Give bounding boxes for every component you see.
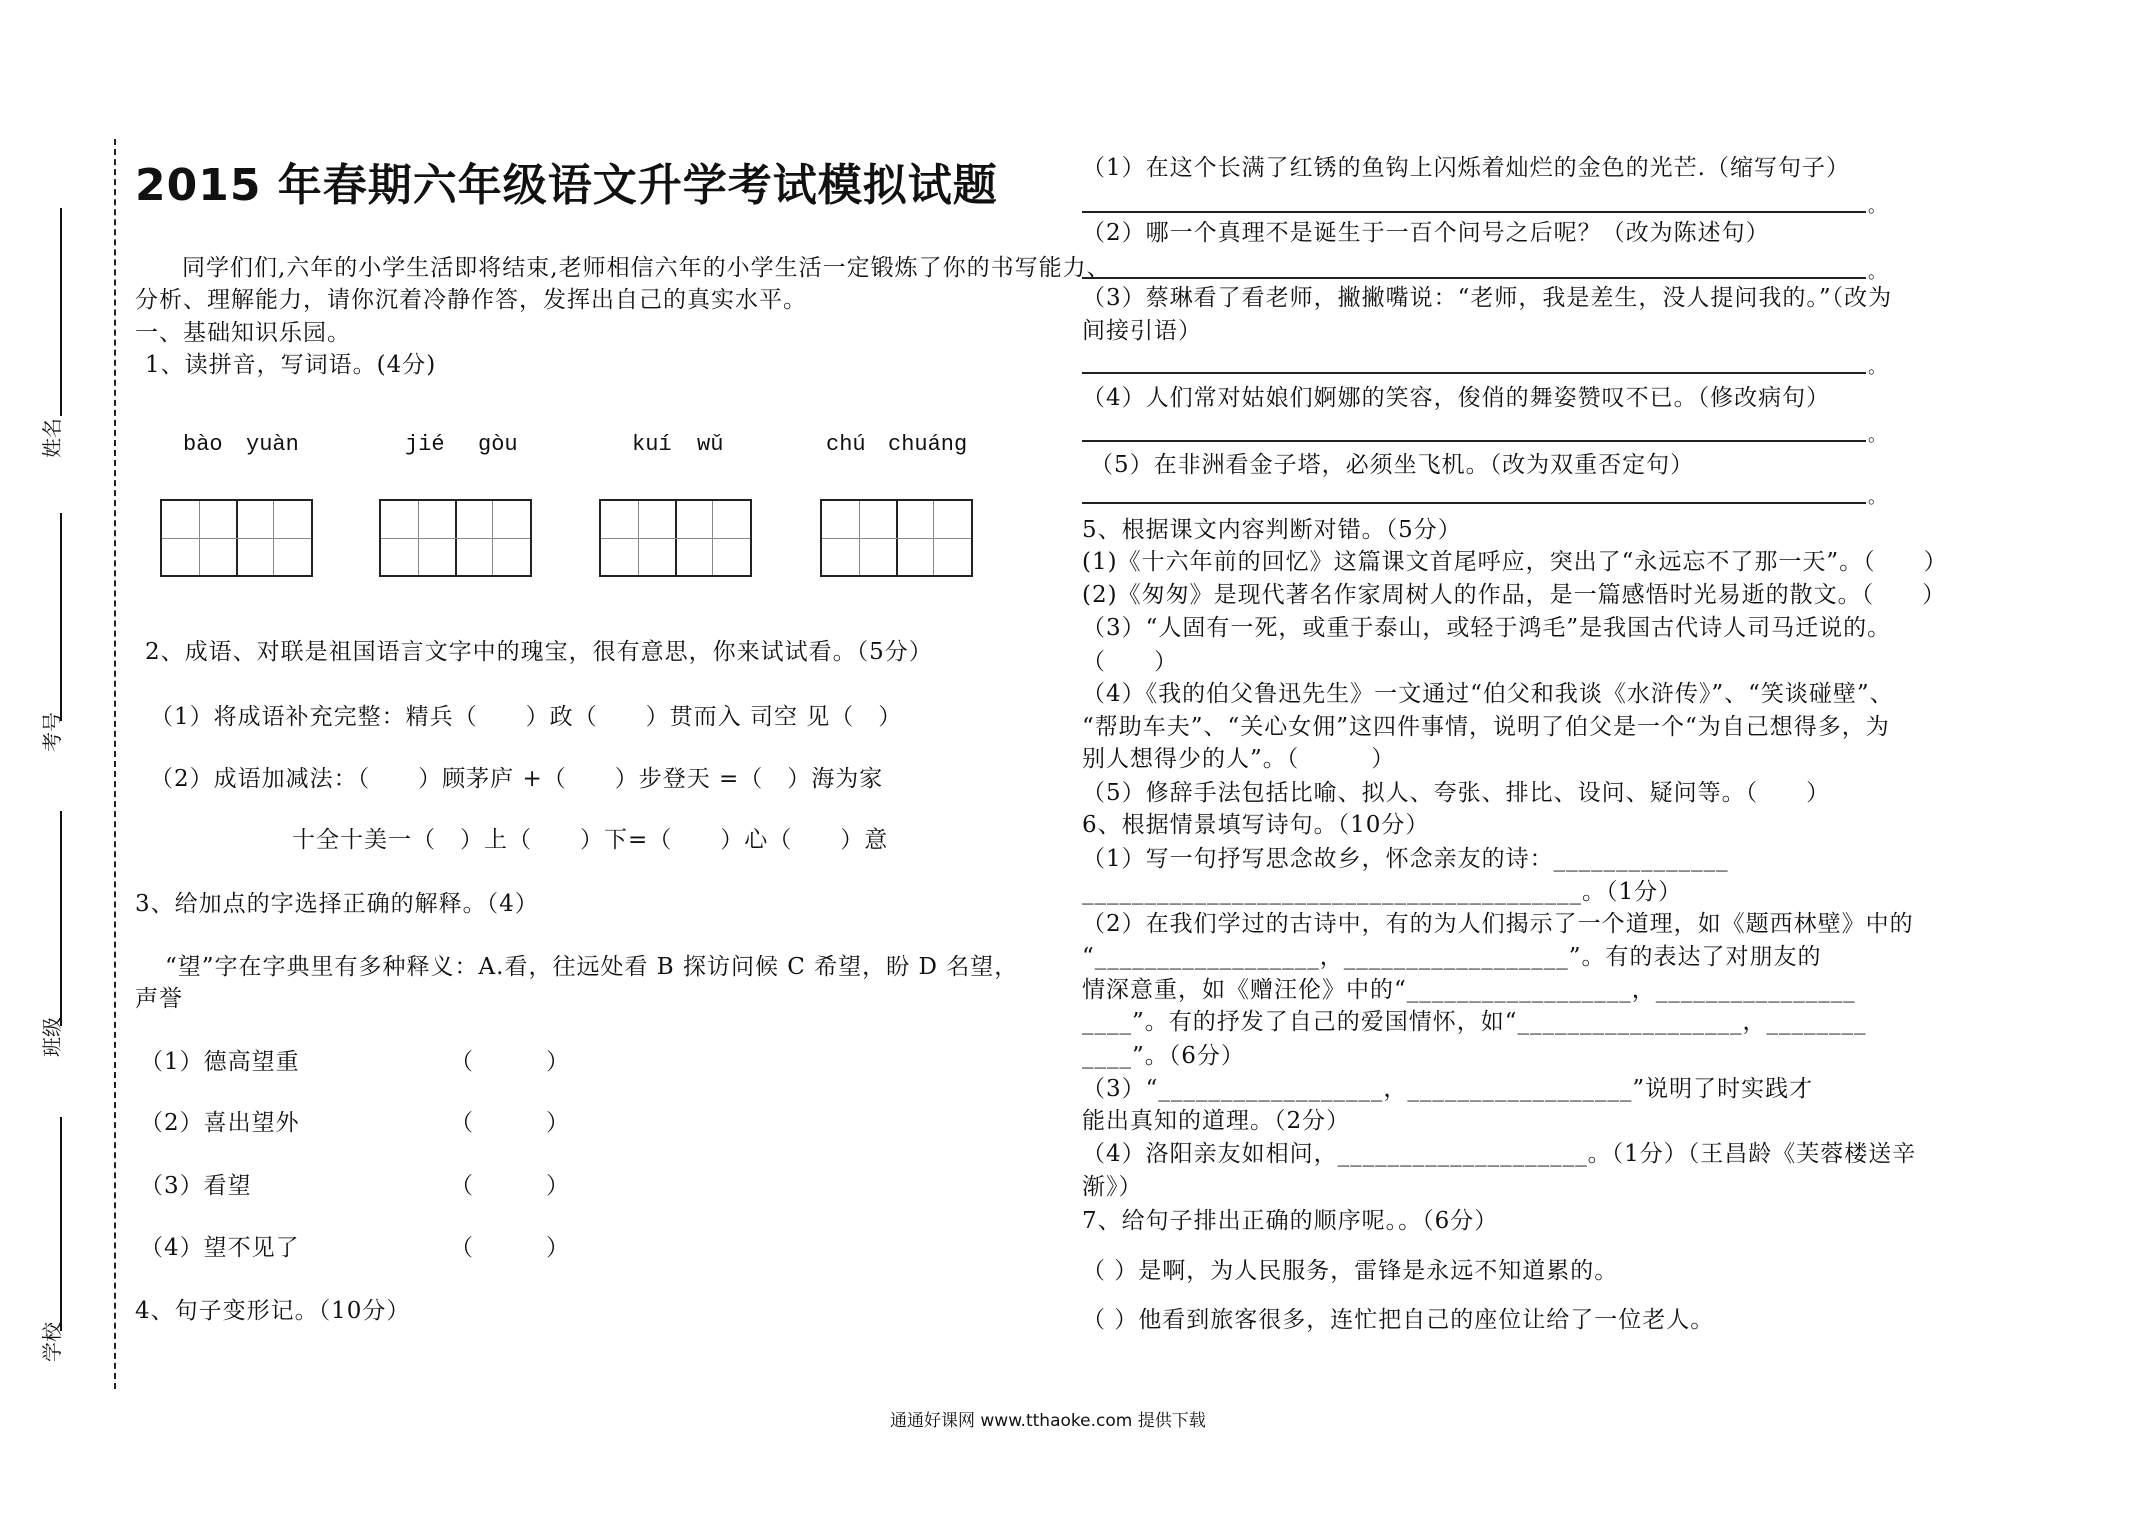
question-7: 7、给句子排出正确的顺序呢。。（6分） <box>1082 1208 1499 1234</box>
school-label: 学校 <box>40 1322 64 1362</box>
period: 。 <box>1868 357 1886 378</box>
pinyin: chú <box>826 432 866 457</box>
question-6-1: （1）写一句抒写思念故乡，怀念亲友的诗：______________ <box>1082 846 1729 872</box>
pinyin: chuáng <box>888 432 968 457</box>
question-6-2: ____”。有的抒发了自己的爱国情怀，如“__________________，________ <box>1082 1009 1867 1035</box>
answer-line[interactable] <box>1082 211 1866 213</box>
question-6-3: （3）“__________________，__________________”说明了时实践才 <box>1082 1076 1814 1102</box>
question-6-2: “__________________，__________________”。有的表达了对朋友的 <box>1082 944 1822 970</box>
question-5-4: 别人想得少的人”。（ ） <box>1082 746 1396 772</box>
answer-line[interactable] <box>1082 277 1866 279</box>
section-heading: 一、基础知识乐园。 <box>135 320 351 346</box>
intro-text: 分析、理解能力，请你沉着冷静作答，发挥出自己的真实水平。 <box>135 287 807 313</box>
exam-number-label: 考号 <box>40 712 64 752</box>
question-5-5: （5）修辞手法包括比喻、拟人、夸张、排比、设问、疑问等。（ ） <box>1082 780 1831 806</box>
pinyin: yuàn <box>246 432 299 457</box>
question-1: 1、读拼音，写词语。(4分) <box>145 352 437 378</box>
answer-line[interactable] <box>1082 440 1866 442</box>
q3-item-blank[interactable]: （ ） <box>450 1235 570 1261</box>
question-6-4: （4）洛阳亲友如相问，____________________。（1分）（王昌龄《芙蓉楼送辛 <box>1082 1141 1917 1167</box>
question-6-2: ____”。（6分） <box>1082 1043 1245 1069</box>
q3-item-blank[interactable]: （ ） <box>450 1173 570 1199</box>
question-4-4: （4）人们常对姑娘们婀娜的笑容，俊俏的舞姿赞叹不已。（修改病句） <box>1082 385 1831 411</box>
writing-grid[interactable] <box>820 499 973 577</box>
q3-item-label: （3）看望 <box>140 1173 252 1199</box>
period: 。 <box>1868 487 1886 508</box>
pinyin: kuí <box>632 432 672 457</box>
writing-grid[interactable] <box>379 499 532 577</box>
period: 。 <box>1868 262 1886 283</box>
footer-source: 通通好课网 www.tthaoke.com 提供下载 <box>890 1411 1206 1431</box>
question-2-2: （2）成语加减法：（ ）顾茅庐 +（ ）步登天 =（ ）海为家 <box>150 766 884 792</box>
pinyin: wǔ <box>697 432 724 457</box>
pinyin: gòu <box>478 432 518 457</box>
question-5-4: “帮助车夫”、“关心女佣”这四件事情，说明了伯父是一个“为自己想得多，为 <box>1082 714 1890 740</box>
exam-number-field-line[interactable] <box>60 513 62 721</box>
period: 。 <box>1868 425 1886 446</box>
pinyin: jié <box>405 432 445 457</box>
q3-item-label: （4）望不见了 <box>140 1235 300 1261</box>
question-6-1: ________________________________________。（1分） <box>1082 879 1683 905</box>
question-7-item: （ ）是啊，为人民服务，雷锋是永远不知道累的。 <box>1082 1258 1619 1284</box>
question-4-2: （2）哪一个真理不是诞生于一百个问号之后呢？（改为陈述句） <box>1082 220 1770 246</box>
question-4-3: （3）蔡琳看了看老师，撇撇嘴说：“老师，我是差生，没人提问我的。”（改为 <box>1082 285 1893 311</box>
question-6-2: （2）在我们学过的古诗中，有的为人们揭示了一个道理，如《题西林壁》中的 <box>1082 911 1914 937</box>
question-5-3: （3）“人固有一死，或重于泰山，或轻于鸿毛”是我国古代诗人司马迁说的。 <box>1082 615 1892 641</box>
question-4-5: （5）在非洲看金子塔，必须坐飞机。（改为双重否定句） <box>1090 452 1695 478</box>
question-6-4: 渐》） <box>1082 1174 1143 1200</box>
question-3-desc: 声誉 <box>135 986 183 1012</box>
intro-text: 同学们们,六年的小学生活即将结束,老师相信六年的小学生活一定锻炼了你的书写能力、 <box>182 255 1111 281</box>
question-6: 6、根据情景填写诗句。（10分） <box>1082 812 1430 838</box>
question-3: 3、给加点的字选择正确的解释。（4） <box>135 891 539 917</box>
q3-item-blank[interactable]: （ ） <box>450 1049 570 1075</box>
q3-item-blank[interactable]: （ ） <box>450 1110 570 1136</box>
class-label: 班级 <box>40 1017 64 1057</box>
answer-line[interactable] <box>1082 372 1866 374</box>
name-field-line[interactable] <box>60 208 62 416</box>
q3-item-label: （1）德高望重 <box>140 1049 300 1075</box>
pinyin: bào <box>183 432 223 457</box>
question-4: 4、句子变形记。（10分） <box>135 1298 411 1324</box>
q3-item-label: （2）喜出望外 <box>140 1110 300 1136</box>
answer-line[interactable] <box>1082 502 1866 504</box>
question-6-3: 能出真知的道理。（2分） <box>1082 1108 1351 1134</box>
question-2-3: 十全十美一（ ）上（ ）下=（ ）心（ ）意 <box>292 827 889 853</box>
school-field-line[interactable] <box>60 1117 62 1331</box>
question-3-desc: “望”字在字典里有多种释义：A.看，往远处看 B 探访问候 C 希望，盼 D 名望， <box>165 954 1019 980</box>
name-label: 姓名 <box>40 418 64 458</box>
fold-line <box>114 139 116 1389</box>
question-5: 5、根据课文内容判断对错。（5分） <box>1082 517 1462 543</box>
writing-grid[interactable] <box>160 499 313 577</box>
writing-grid[interactable] <box>599 499 752 577</box>
question-5-1: (1)《十六年前的回忆》这篇课文首尾呼应，突出了“永远忘不了那一天”。（ ） <box>1082 549 1948 575</box>
question-7-item: （ ）他看到旅客很多，连忙把自己的座位让给了一位老人。 <box>1082 1307 1715 1333</box>
question-6-2: 情深意重，如《赠汪伦》中的“__________________，________________ <box>1082 977 1856 1003</box>
question-2: 2、成语、对联是祖国语言文字中的瑰宝，很有意思，你来试试看。（5分） <box>145 639 933 665</box>
question-5-4: （4）《我的伯父鲁迅先生》一文通过“伯父和我谈《水浒传》”、“笑谈碰壁”、 <box>1082 681 1894 707</box>
question-4-3: 间接引语） <box>1082 318 1202 344</box>
question-4-1: （1）在这个长满了红锈的鱼钩上闪烁着灿烂的金色的光芒.（缩写句子） <box>1082 155 1850 181</box>
question-5-2: (2)《匆匆》是现代著名作家周树人的作品，是一篇感悟时光易逝的散文。（ ） <box>1082 582 1947 608</box>
class-field-line[interactable] <box>60 811 62 1026</box>
page-title: 2015 年春期六年级语文升学考试模拟试题 <box>135 160 998 211</box>
question-2-1: （1）将成语补充完整：精兵（ ）政（ ）贯而入 司空 见（ ） <box>150 704 903 730</box>
period: 。 <box>1868 196 1886 217</box>
question-5-3-blank[interactable]: （ ） <box>1082 649 1178 675</box>
